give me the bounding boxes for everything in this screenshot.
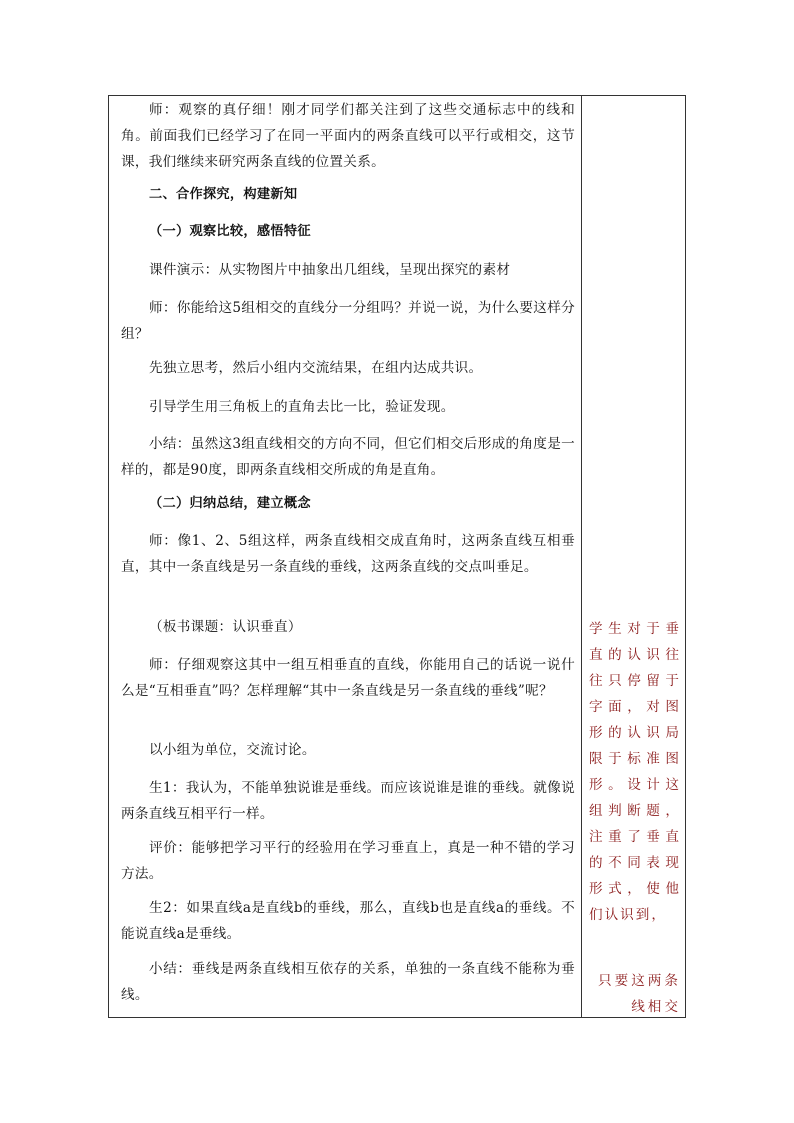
lesson-content-column xyxy=(109,96,581,1017)
think-alone-paragraph: 先独立思考，然后小组内交流结果，在组内达成共识。 xyxy=(149,360,483,376)
teacher-remark-paragraph: 师：观察的真仔细！刚才同学们都关注到了这些交通标志中的线和角。前面我们已经学习了在同一平面内的两条直线可以平行或相交，这节课，我们继续来研究两条直线的位置关系。 xyxy=(121,102,575,170)
section-heading: 二、合作探究，构建新知 xyxy=(149,187,298,202)
design-note-continuation: 只要这两条线相交 xyxy=(598,973,681,1015)
evaluation-paragraph: 评价：能够把学习平行的经验用在学习垂直上，真是一种不错的学习方法。 xyxy=(121,840,575,882)
design-note: 学生对于垂直的认识往往只停留于字面，对图形的认识局限于标准图形。设计这组判断题，注重了垂直的不同表现形式，使他们认识到， xyxy=(589,621,681,923)
teacher-question-paragraph: 师：你能给这5组相交的直线分一分组吗？并说一说，为什么要这样分组？ xyxy=(121,300,575,342)
lesson-table xyxy=(108,95,686,1018)
board-title-paragraph: （板书课题：认识垂直） xyxy=(149,619,302,635)
subsection-heading: （二）归纳总结，建立概念 xyxy=(149,496,311,511)
group-discussion-paragraph: 以小组为单位，交流讨论。 xyxy=(149,742,316,758)
teacher-question-paragraph: 师：仔细观察这其中一组互相垂直的直线，你能用自己的话说一说什么是“互相垂直”吗？怎样理解“其中一条直线是另一条直线的垂线”呢？ xyxy=(121,657,575,699)
courseware-demo-paragraph: 课件演示：从实物图片中抽象出几组线，呈现出探究的素材 xyxy=(149,262,511,278)
subsection-heading: （一）观察比较，感悟特征 xyxy=(149,224,311,239)
summary-paragraph: 小结：垂线是两条直线相互依存的关系，单独的一条直线不能称为垂线。 xyxy=(121,961,575,1003)
verify-paragraph: 引导学生用三角板上的直角去比一比，验证发现。 xyxy=(149,399,455,415)
student-answer-paragraph: 生2：如果直线a是直线b的垂线，那么，直线b也是直线a的垂线。不能说直线a是垂线。 xyxy=(121,900,575,942)
summary-paragraph: 小结：虽然这3组直线相交的方向不同，但它们相交后形成的角度是一样的，都是90度，即两条直线相交所成的角是直角。 xyxy=(121,436,575,478)
student-answer-paragraph: 生1：我认为，不能单独说谁是垂线。而应该说谁是谁的垂线。就像说两条直线互相平行一样。 xyxy=(121,780,575,822)
design-notes-column xyxy=(582,96,685,1017)
definition-paragraph: 师：像1、2、5组这样，两条直线相交成直角时，这两条直线互相垂直，其中一条直线是另一条直线的垂线，这两条直线的交点叫垂足。 xyxy=(121,533,575,575)
